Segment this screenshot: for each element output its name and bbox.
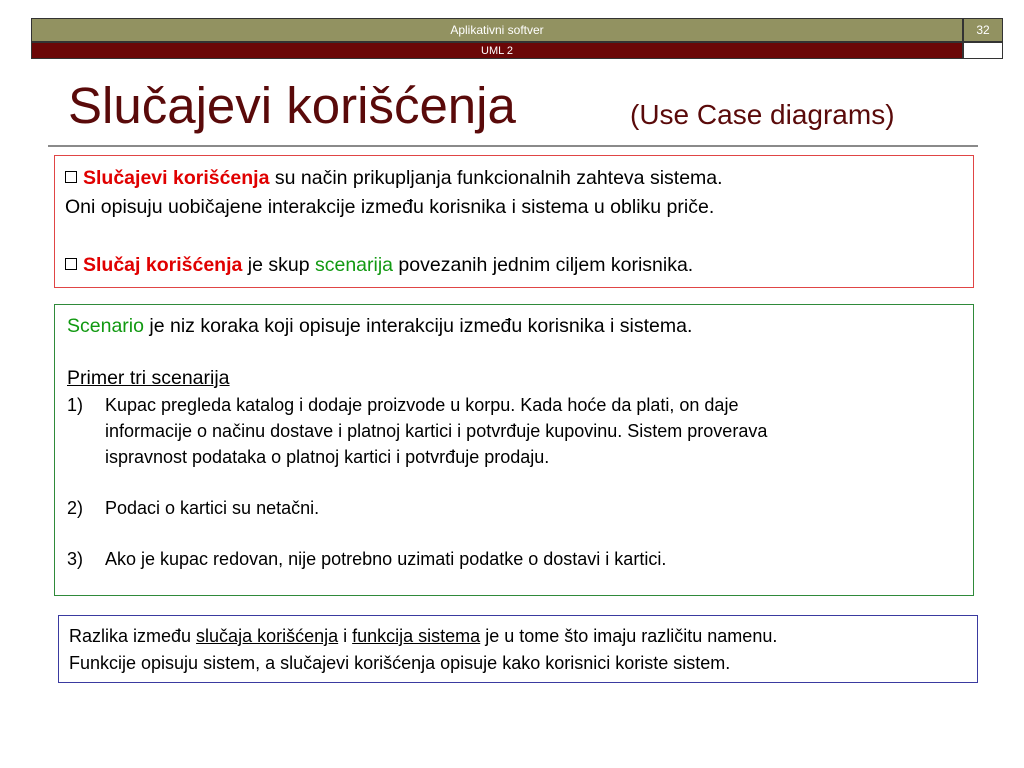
definition-line-2: Oni opisuju uobičajene interakcije između korisnika i sistema u obliku priče. bbox=[65, 196, 715, 218]
scenario-item-line: Ako je kupac redovan, nije potrebno uzimati podatke o dostavi i kartici. bbox=[105, 549, 667, 569]
header-section-bar bbox=[31, 42, 963, 59]
scenario-item-line: Podaci o kartici su netačni. bbox=[105, 498, 320, 518]
scenario-item-line: informacije o načinu dostave i platnoj kartici i potvrđuje kupovinu. Sistem proverava bbox=[105, 421, 768, 441]
definition-text-1: su način prikupljanja funkcionalnih zahteva sistema. bbox=[269, 167, 723, 189]
header-course-title: Aplikativni softver bbox=[450, 23, 544, 37]
page-number-box bbox=[963, 18, 1003, 42]
page-number: 32 bbox=[976, 23, 990, 37]
definition-paragraph-2 bbox=[65, 251, 963, 280]
paragraph-gap bbox=[65, 222, 963, 251]
term-use-case: Slučaj korišćenja bbox=[83, 254, 243, 276]
paragraph-gap bbox=[67, 340, 961, 365]
square-bullet-icon bbox=[65, 258, 77, 270]
scenario-item bbox=[67, 392, 961, 470]
scenario-item-line: ispravnost podataka o platnoj kartici i potvrđuje prodaju. bbox=[105, 447, 550, 467]
scenario-definition-text: je niz koraka koji opisuje interakciju između korisnika i sistema. bbox=[143, 315, 693, 337]
definition-box bbox=[54, 155, 974, 288]
term-use-case-underlined: slučaja korišćenja bbox=[196, 626, 339, 646]
difference-line-2: Funkcije opisuju sistem, a slučajevi korišćenja opisuje kako korisnici koriste sistem. bbox=[69, 653, 731, 673]
examples-heading: Primer tri scenarija bbox=[67, 367, 230, 389]
scenario-item-text bbox=[105, 392, 961, 470]
scenario-item bbox=[67, 495, 961, 521]
scenario-item bbox=[67, 546, 961, 572]
header-section-title: UML 2 bbox=[481, 44, 513, 57]
difference-text-b: i bbox=[338, 626, 353, 646]
slide-subtitle: (Use Case diagrams) bbox=[630, 99, 895, 130]
scenario-item-text bbox=[105, 495, 961, 521]
difference-text-c: je u tome što imaju različitu namenu. bbox=[480, 626, 778, 646]
term-use-cases: Slučajevi korišćenja bbox=[83, 167, 270, 189]
scenario-item-number: 3) bbox=[67, 549, 84, 569]
definition-paragraph-1 bbox=[65, 164, 963, 193]
term-system-functions: funkcija sistema bbox=[352, 626, 481, 646]
difference-line-1 bbox=[69, 623, 967, 650]
square-bullet-icon bbox=[65, 171, 77, 183]
paragraph-gap bbox=[67, 470, 961, 495]
paragraph-gap bbox=[67, 521, 961, 546]
scenario-item-line: Kupac pregleda katalog i dodaje proizvode u korpu. Kada hoće da plati, on daje bbox=[105, 395, 739, 415]
term-scenarios: scenarija bbox=[314, 254, 394, 276]
slide-title: Slučajevi korišćenja bbox=[68, 77, 516, 134]
scenario-box bbox=[54, 304, 974, 596]
scenario-item-number: 2) bbox=[67, 498, 84, 518]
definition-text-2a: je skup bbox=[242, 254, 315, 276]
title-divider bbox=[48, 145, 978, 147]
header-course-bar bbox=[31, 18, 963, 42]
header-section-corner bbox=[963, 42, 1003, 59]
scenario-definition bbox=[67, 313, 961, 340]
scenario-item-text bbox=[105, 546, 961, 572]
term-scenario: Scenario bbox=[67, 315, 144, 337]
difference-text-a: Razlika između bbox=[69, 626, 197, 646]
scenario-item-number: 1) bbox=[67, 395, 84, 415]
definition-text-2b: povezanih jednim ciljem korisnika. bbox=[393, 254, 694, 276]
difference-box bbox=[58, 615, 978, 683]
